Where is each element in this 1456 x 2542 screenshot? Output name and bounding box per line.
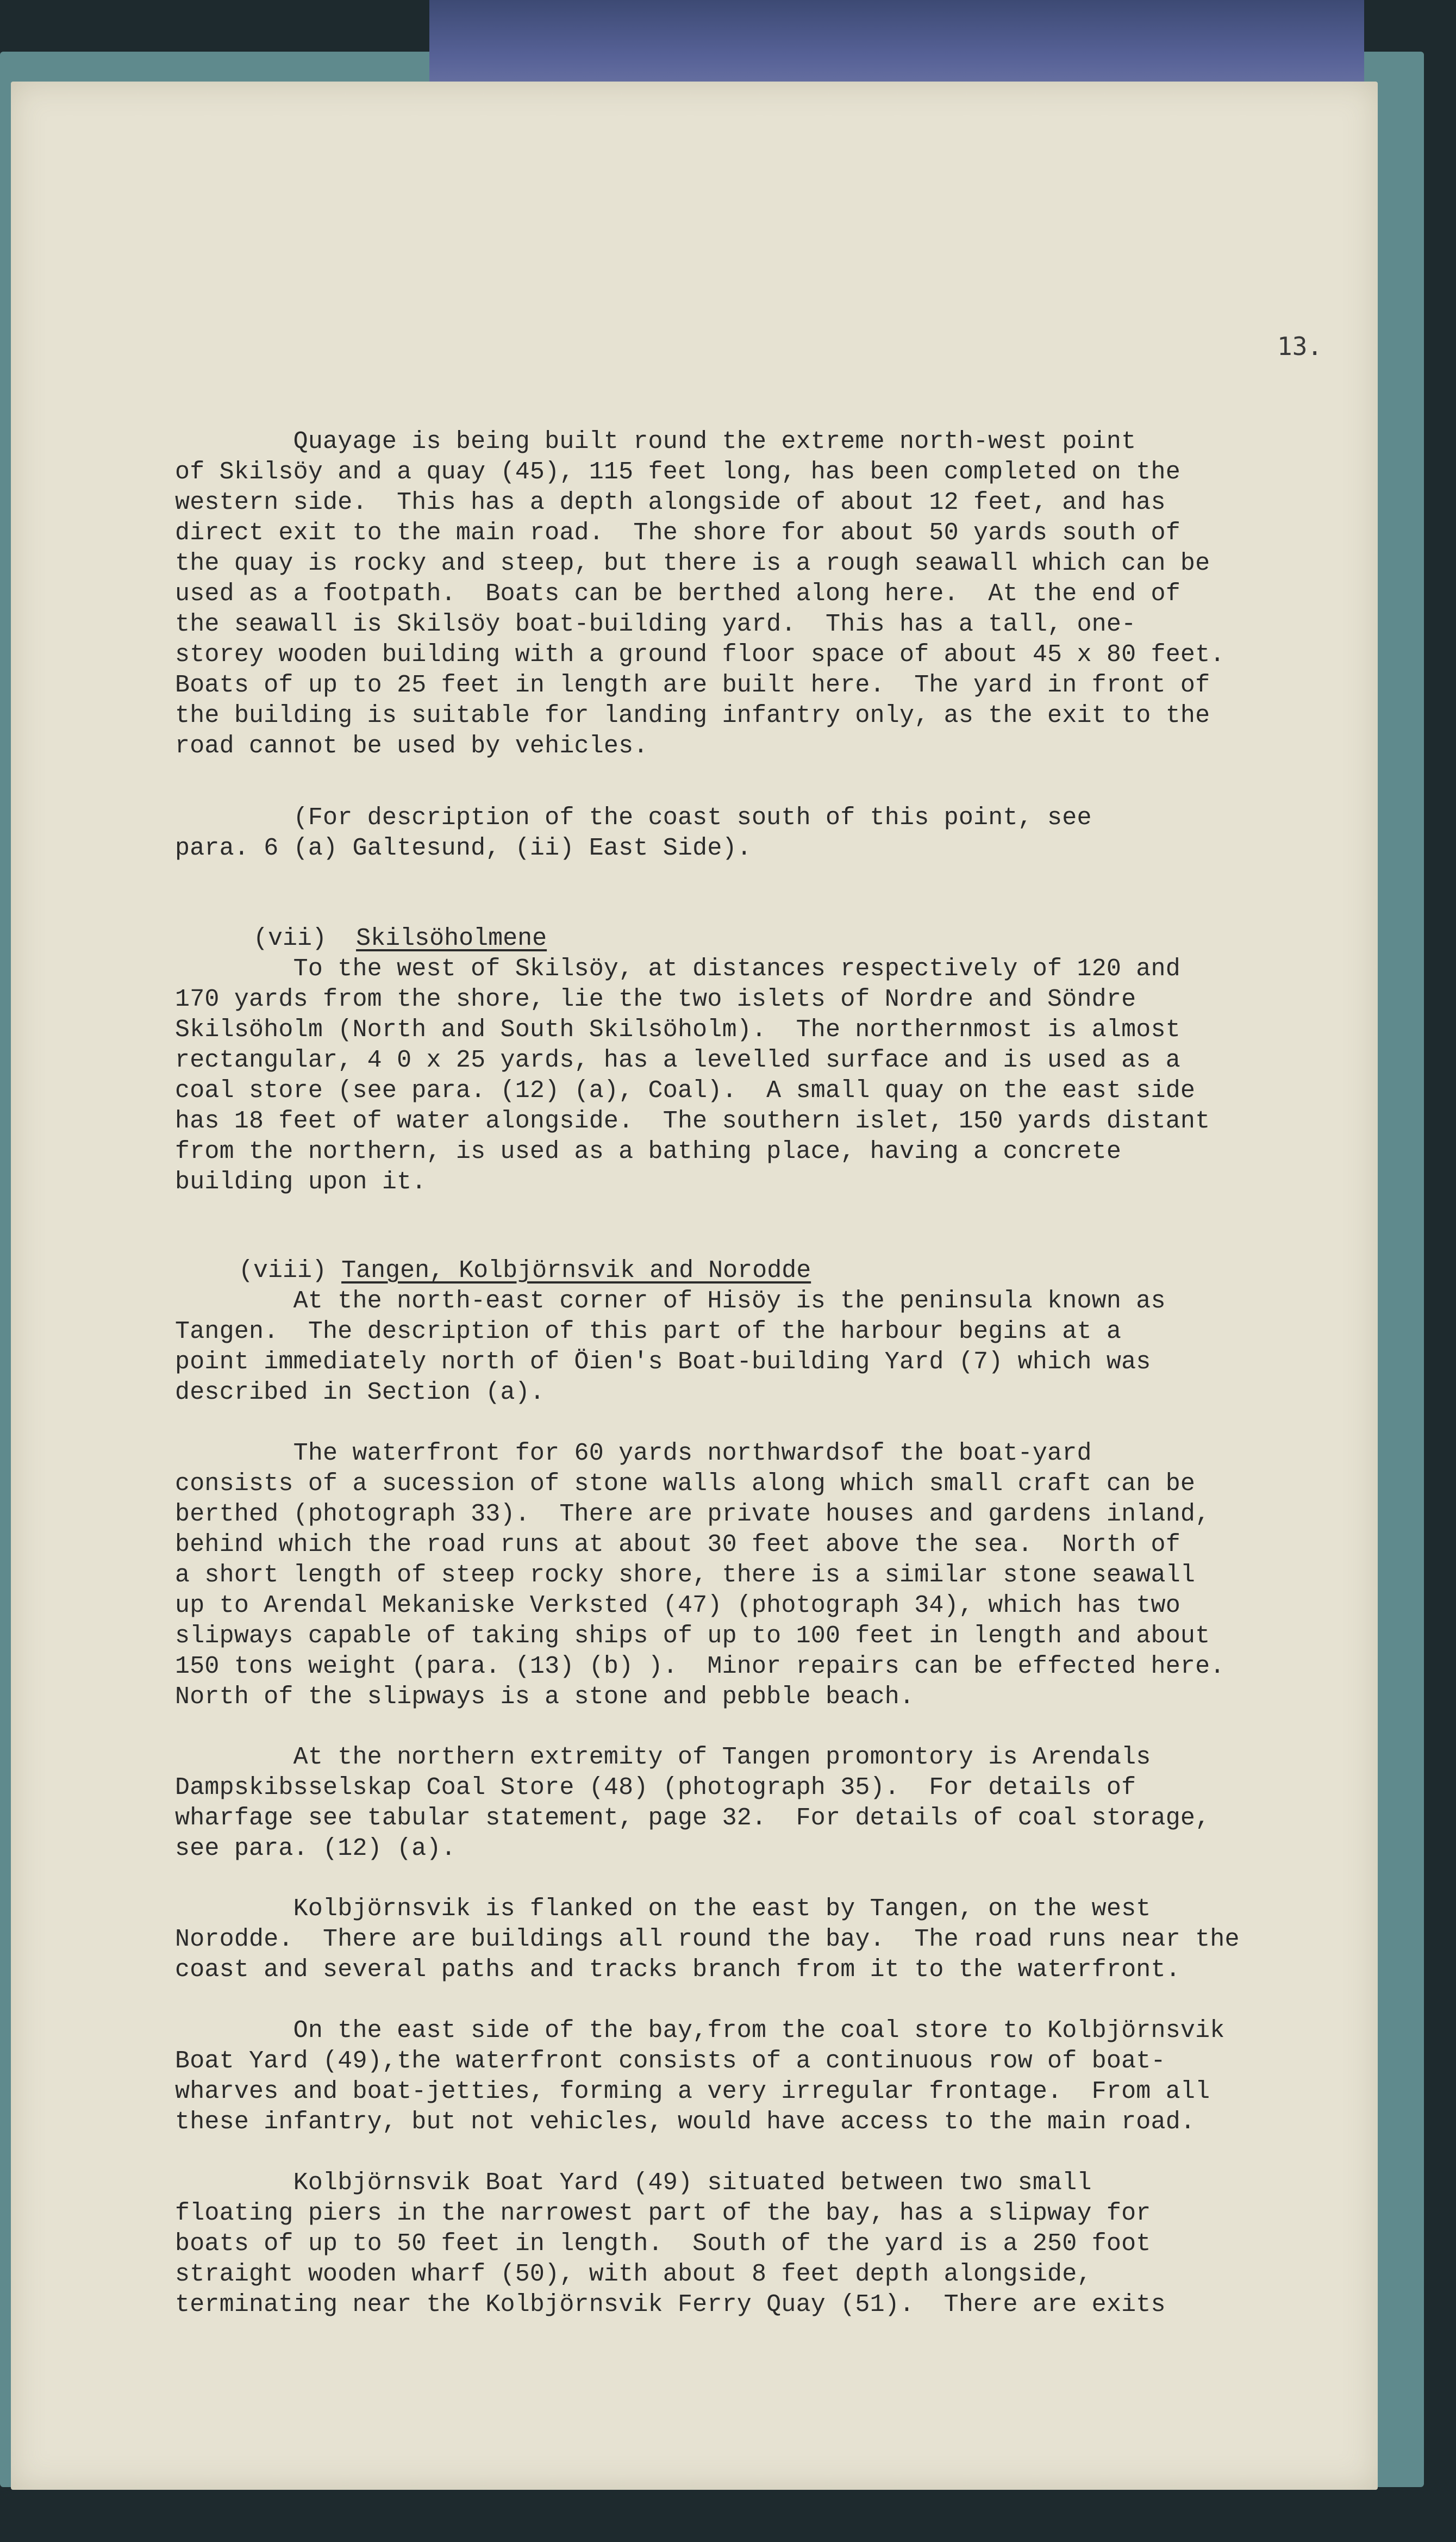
paragraph-p1: [175, 427, 1343, 762]
text-line: storey wooden building with a ground floor space of about 45 x 80 feet.: [175, 641, 1225, 669]
text-line: western side. This has a depth alongside of about 12 feet, and has: [175, 489, 1166, 516]
section-title: Skilsöholmene: [356, 925, 547, 952]
text-line: rectangular, 4 0 x 25 yards, has a levelled surface and is used as a: [175, 1046, 1180, 1074]
section-title: Tangen, Kolbjörnsvik and Norodde: [341, 1257, 811, 1285]
page-number: 13.: [1277, 332, 1323, 361]
text-line: direct exit to the main road. The shore for about 50 yards south of: [175, 519, 1180, 547]
text-line: Boats of up to 25 feet in length are built here. The yard in front of: [175, 671, 1210, 699]
text-line: described in Section (a).: [175, 1379, 545, 1406]
text-line: Dampskibsselskap Coal Store (48) (photograph 35). For details of: [175, 1774, 1136, 1802]
text-line: Kolbjörnsvik is flanked on the east by Tangen, on the west: [175, 1895, 1151, 1923]
text-line: 150 tons weight (para. (13) (b) ). Minor repairs can be effected here.: [175, 1653, 1225, 1680]
text-line: Quayage is being built round the extreme north-west point: [175, 428, 1136, 456]
text-line: Boat Yard (49),the waterfront consists of a continuous row of boat-: [175, 2047, 1166, 2075]
text-line: At the northern extremity of Tangen promontory is Arendals: [175, 1743, 1151, 1771]
paragraph-p2: [175, 803, 1343, 864]
text-line: slipways capable of taking ships of up to 100 feet in length and about: [175, 1622, 1210, 1650]
text-line: coast and several paths and tracks branch from it to the waterfront.: [175, 1956, 1180, 1984]
text-line: para. 6 (a) Galtesund, (ii) East Side).: [175, 834, 752, 862]
text-line: these infantry, but not vehicles, would have access to the main road.: [175, 2108, 1196, 2136]
text-line: the seawall is Skilsöy boat-building yard. This has a tall, one-: [175, 610, 1136, 638]
text-line: straight wooden wharf (50), with about 8 feet depth alongside,: [175, 2260, 1092, 2288]
text-line: coal store (see para. (12) (a), Coal). A small quay on the east side: [175, 1077, 1196, 1105]
text-line: North of the slipways is a stone and pebble beach.: [175, 1683, 915, 1711]
text-line: the quay is rocky and steep, but there is a rough seawall which can be: [175, 550, 1210, 577]
paragraph-p8: [175, 2016, 1343, 2138]
section-heading-vii: [224, 893, 547, 954]
paragraph-p6: [175, 1742, 1343, 1864]
text-line: Tangen. The description of this part of the harbour begins at a: [175, 1318, 1122, 1345]
paragraph-p9: [175, 2168, 1343, 2320]
text-line: of Skilsöy and a quay (45), 115 feet long, has been completed on the: [175, 458, 1180, 486]
text-line: the building is suitable for landing infantry only, as the exit to the: [175, 702, 1210, 730]
text-line: Kolbjörnsvik Boat Yard (49) situated between two small: [175, 2169, 1092, 2197]
section-heading-viii: [209, 1225, 811, 1286]
book-spine-cloth: [429, 0, 1364, 92]
text-line: 170 yards from the shore, lie the two islets of Nordre and Söndre: [175, 986, 1136, 1013]
section-number: (vii): [253, 925, 327, 952]
text-line: wharfage see tabular statement, page 32. For details of coal storage,: [175, 1804, 1210, 1832]
paragraph-p3: [175, 954, 1343, 1198]
text-line: has 18 feet of water alongside. The southern islet, 150 yards distant: [175, 1107, 1210, 1135]
section-number: (viii): [239, 1257, 327, 1285]
paragraph-p4: [175, 1286, 1343, 1408]
text-line: behind which the road runs at about 30 feet above the sea. North of: [175, 1531, 1180, 1559]
text-line: berthed (photograph 33). There are private houses and gardens inland,: [175, 1500, 1210, 1528]
text-line: building upon it.: [175, 1168, 427, 1196]
text-line: At the north-east corner of Hisöy is the peninsula known as: [175, 1287, 1166, 1315]
text-line: terminating near the Kolbjörnsvik Ferry Quay (51). There are exits: [175, 2291, 1166, 2319]
text-line: Norodde. There are buildings all round the bay. The road runs near the: [175, 1926, 1240, 1953]
text-line: (For description of the coast south of this point, see: [175, 804, 1092, 832]
text-line: road cannot be used by vehicles.: [175, 732, 648, 760]
text-line: On the east side of the bay,from the coal store to Kolbjörnsvik: [175, 2017, 1225, 2045]
text-line: boats of up to 50 feet in length. South of the yard is a 250 foot: [175, 2230, 1151, 2258]
paragraph-p5: [175, 1438, 1343, 1712]
text-line: floating piers in the narrowest part of the bay, has a slipway for: [175, 2200, 1151, 2227]
text-line: point immediately north of Öien's Boat-building Yard (7) which was: [175, 1348, 1151, 1376]
text-line: The waterfront for 60 yards northwardsof the boat-yard: [175, 1440, 1092, 1467]
text-line: used as a footpath. Boats can be berthed along here. At the end of: [175, 580, 1180, 608]
text-line: a short length of steep rocky shore, there is a similar stone seawall: [175, 1561, 1196, 1589]
text-line: wharves and boat-jetties, forming a very irregular frontage. From all: [175, 2078, 1210, 2105]
text-line: consists of a sucession of stone walls along which small craft can be: [175, 1470, 1196, 1498]
text-line: see para. (12) (a).: [175, 1835, 456, 1862]
text-line: up to Arendal Mekaniske Verksted (47) (photograph 34), which has two: [175, 1592, 1180, 1619]
text-line: To the west of Skilsöy, at distances respectively of 120 and: [175, 955, 1180, 983]
text-line: from the northern, is used as a bathing place, having a concrete: [175, 1138, 1122, 1166]
text-line: Skilsöholm (North and South Skilsöholm). The northernmost is almost: [175, 1016, 1180, 1044]
paragraph-p7: [175, 1894, 1343, 1985]
